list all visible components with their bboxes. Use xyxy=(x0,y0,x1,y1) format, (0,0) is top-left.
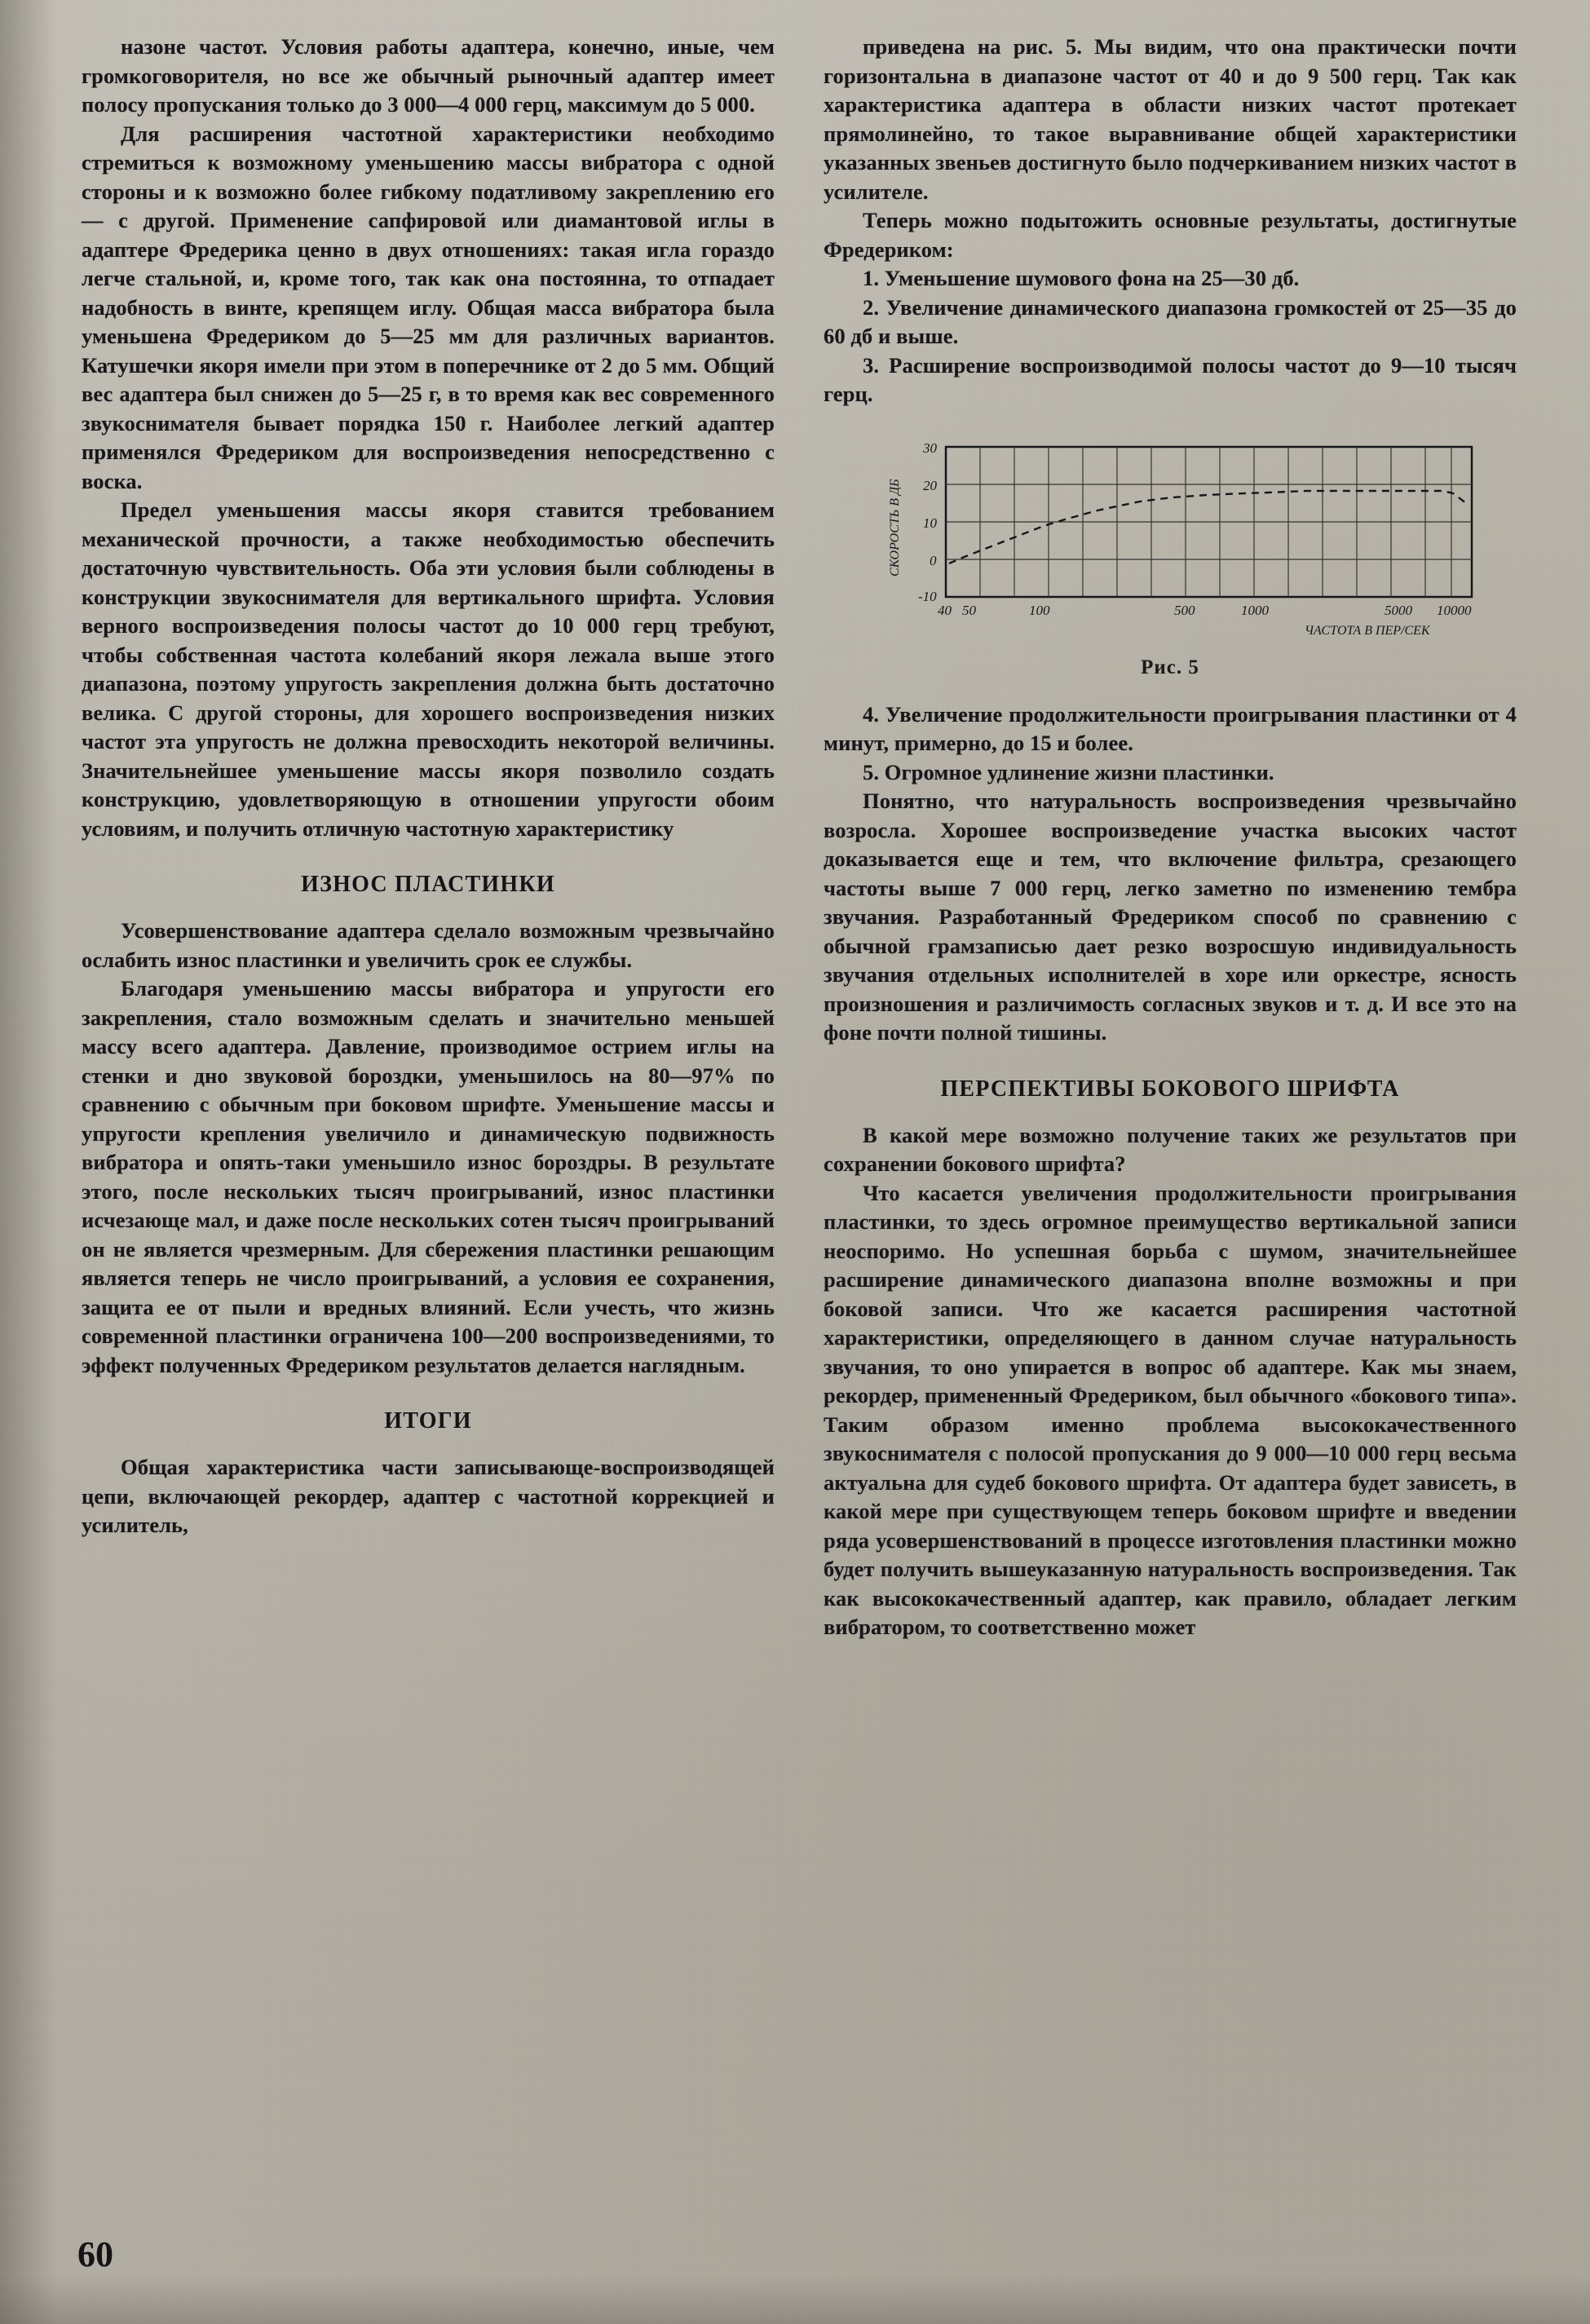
paragraph: Усовершенствование адаптера сделало возможным чрезвычайно ослабить износ пластинки и увеличить срок ее службы. xyxy=(82,918,775,972)
paragraph: Благодаря уменьшению массы вибратора и упругости его закрепления, стало возможным сделать и значительно меньшей массу всего адаптера. Давление, производимое острием иглы на стенки и дно звуковой бороздки, уменьшилось на 80—97% по сравнению с обычным при боковом шрифте. Уменьшение массы и упругости крепления увеличило и динамическую подвижность вибратора и опять-таки уменьшило износ бороздры. В результате этого, после нескольких тысяч проигрываний, износ пластинки исчезающе мал, и даже после нескольких сотен тысяч проигрываний он не является чрезмерным. Для сбережения пластинки решающим является теперь не число проигрываний, а условия ее сохранения, защита ее от пыли и вредных влияний. Если учесть, что жизнь современной пластинки ограничена 100—200 воспроизведениями, то эффект полученных Фредериком результатов делается наглядным. xyxy=(82,976,775,1377)
svg-text:-10: -10 xyxy=(918,588,937,604)
chart-gridlines-horizontal xyxy=(946,484,1472,559)
figure-caption: Рис. 5 xyxy=(1141,656,1199,678)
paragraph: Общая характеристика части записывающе-воспроизводящей цепи, включающей рекордер, адаптер с частотной коррекцией и усилитель, xyxy=(82,1455,775,1537)
section-heading-perspectives: ПЕРСПЕКТИВЫ БОКОВОГО ШРИФТА xyxy=(940,1076,1400,1102)
svg-text:1000: 1000 xyxy=(1241,602,1269,618)
svg-text:500: 500 xyxy=(1174,602,1195,618)
list-item: 5. Огромное удлинение жизни пластинки. xyxy=(863,759,1274,784)
paragraph: Что касается увеличения продолжительности проигрывания пластинки, то здесь огромное преимущество вертикальной записи неоспоримо. Но успешная борьба с шумом, значительнейшее расширение динамического диапазона вполне возможны и при боковой записи. Что же касается расширения частотной характеристики, определяющего в данном случае натуральность звучания, то оно упирается в вопрос об адаптере. Как мы знаем, рекордер, примененный Фредериком, был обычного «бокового типа». Таким образом именно проблема высококачественного звукоснимателя с полосой пропускания до 9 000—10 000 герц весьма актуальна для судеб бокового шрифта. От адаптера будет зависеть, в какой мере при существующем теперь боковом шрифте и введении ряда усовершенствований в процессе изготовления пластинки можно будет получить вышеуказанную натуральность воспроизведения. Так как высококачественный адаптер, как правило, обладает легким вибратором, то соответственно может xyxy=(824,1180,1517,1639)
chart-y-tick-labels xyxy=(918,440,938,604)
page-edge-shadow-bottom xyxy=(0,2275,1590,2324)
list-item: 4. Увеличение продолжительности проигрывания пластинки от 4 минут, примерно, до 15 и более. xyxy=(824,701,1517,755)
paragraph: Для расширения частотной характеристики необходимо стремиться к возможному уменьшению массы вибратора с одной стороны и к возможно более гибкому податливому закреплению его — с другой. Применение сапфировой или диамантовой иглы в адаптере Фредерика ценно в двух отношениях: такая игла гораздо легче стальной, и, кроме того, так как она постоянна, то отпадает надобность в винте, крепящем иглу. Общая масса вибратора была уменьшена Фредериком до 5—25 мм для различных вариантов. Катушечки якоря имели при этом в поперечнике от 2 до 5 мм. Общий вес адаптера был снижен до 5—25 г, в то время как вес современного звукоснимателя бывает порядка 150 г. Наиболее легкий адаптер применялся Фредериком для воспроизведения непосредственно с воска. xyxy=(82,121,775,493)
chart-y-axis-label: СКОРОСТЬ В ДБ xyxy=(888,478,902,577)
left-column xyxy=(82,33,775,1642)
paragraph: Теперь можно подытожить основные результаты, достигнутые Фредериком: xyxy=(824,208,1517,262)
paragraph: назоне частот. Условия работы адаптера, конечно, иные, чем громкоговорителя, но все же обычный рыночный адаптер имеет полосу пропускания только до 3 000—4 000 герц, максимум до 5 000. xyxy=(82,34,775,117)
list-item: 3. Расширение воспроизводимой полосы частот до 9—10 тысяч герц. xyxy=(824,352,1517,406)
chart-container xyxy=(824,434,1517,642)
page-edge-shadow-left xyxy=(0,0,57,2324)
paragraph: Понятно, что натуральность воспроизведения чрезвычайно возросла. Хорошее воспроизведение участка высоких частот доказывается еще и тем, что включение фильтра, срезающего частоты выше 7 000 герц, легко заметно по изменению тембра звучания. Разработанный Фредериком способ по сравнению с обычной грамзаписью дает резко возросшую индивидуальность звучания отдельных исполнителей в хоре или оркестре, ясность произношения и различимость согласных звуков и т. д. И все это на фоне почти полной тишины. xyxy=(824,789,1517,1045)
svg-text:40: 40 xyxy=(938,602,952,618)
frequency-response-chart xyxy=(848,434,1492,642)
svg-text:100: 100 xyxy=(1029,602,1050,618)
svg-text:30: 30 xyxy=(923,440,937,456)
svg-text:5000: 5000 xyxy=(1385,602,1412,618)
right-column xyxy=(824,33,1517,1642)
section-heading-wear: ИЗНОС ПЛАСТИНКИ xyxy=(301,872,555,897)
svg-text:0: 0 xyxy=(930,552,937,568)
svg-text:10000: 10000 xyxy=(1437,602,1472,618)
paragraph: Предел уменьшения массы якоря ставится требованием механической прочности, а также необходимостью обеспечить достаточную чувствительность. Оба эти условия были соблюдены в конструкции звукоснимателя для вертикального шрифта. Условия верного воспроизведения полосы частот до 10 000 герц требуют, чтобы собственная частота колебаний якоря лежала выше этого диапазона, поэтому упругость закрепления должна быть достаточно велика. С другой стороны, для хорошего воспроизведения низких частот эта упругость не должна превосходить некоторой величины. Значительнейшее уменьшение массы якоря позволило создать конструкцию, удовлетворяющую в отношении упругости обоим условиям, и получить отличную частотную характеристику xyxy=(82,497,775,841)
svg-text:10: 10 xyxy=(923,515,937,531)
svg-text:50: 50 xyxy=(962,602,976,618)
chart-series-line xyxy=(949,491,1466,563)
svg-text:20: 20 xyxy=(923,477,937,493)
chart-x-tick-labels xyxy=(938,603,1472,618)
page-number: 60 xyxy=(77,2234,113,2274)
list-item: 2. Увеличение динамического диапазона громкостей от 25—35 до 60 дб и выше. xyxy=(824,294,1517,348)
figure-5 xyxy=(824,434,1517,679)
paragraph: приведена на рис. 5. Мы видим, что она практически почти горизонтальна в диапазоне частот от 40 и до 9 500 герц. Так как характеристика адаптера в области низких частот протекает прямолинейно, то такое выравнивание общей характеристики указанных звеньев достигнуто было подчеркиванием низких частот в усилителе. xyxy=(824,34,1517,204)
chart-x-axis-label: ЧАСТОТА В ПЕР/СЕК xyxy=(1305,623,1430,638)
paragraph: В какой мере возможно получение таких же результатов при сохранении бокового шрифта? xyxy=(824,1122,1517,1176)
list-item: 1. Уменьшение шумового фона на 25—30 дб. xyxy=(863,266,1300,290)
text-columns xyxy=(82,33,1517,1642)
section-heading-results: ИТОГИ xyxy=(384,1408,472,1434)
